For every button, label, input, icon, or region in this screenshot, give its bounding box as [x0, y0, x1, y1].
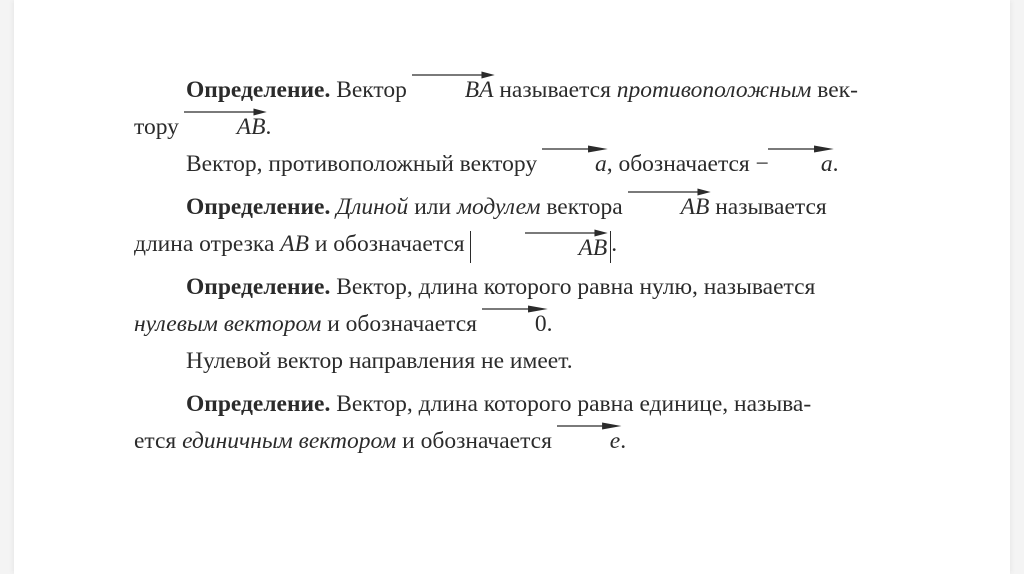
definition-label: Определение.: [186, 77, 331, 103]
zero-vector: 0: [483, 313, 547, 337]
vector-a: a: [769, 153, 833, 177]
arrow-icon: [628, 188, 711, 196]
slide-page: [14, 0, 1010, 574]
vector-ab: AB: [185, 116, 266, 140]
vector-a: a: [543, 153, 607, 177]
definition-label: Определение.: [186, 274, 331, 300]
arrow-icon: [184, 108, 267, 116]
opposite-vector-notation: Вектор, противоположный вектору a , обозначается − a .: [134, 146, 932, 183]
definition-opposite-vector: Определение. Вектор BA называется противоположным век- тору AB .: [134, 72, 932, 146]
unit-vector-e: e: [558, 430, 620, 454]
definition-zero-vector: Определение. Вектор, длина которого равна нулю, называется нулевым вектором и обозначается 0 .: [134, 274, 816, 337]
arrow-icon: [768, 145, 834, 153]
definition-label: Определение.: [186, 391, 331, 417]
definition-vector-length: Определение. Длиной или модулем вектора AB называется длина отрезка AB и обозначается AB .: [134, 189, 932, 263]
definition-unit-vector: Определение. Вектор, длина которого равна единице, называ- ется единичным вектором и обозначается e .: [134, 391, 812, 454]
slide-content: [134, 72, 932, 460]
arrow-icon: [542, 145, 608, 153]
vector-ba: BA: [413, 79, 494, 103]
zero-vector-direction: Нулевой вектор направления не имеет.: [186, 348, 573, 374]
vector-ab: AB: [629, 196, 710, 220]
arrow-icon: [557, 422, 621, 430]
arrow-icon: [412, 71, 495, 79]
arrow-icon: [525, 229, 608, 237]
arrow-icon: [482, 305, 548, 313]
vector-length-notation: AB: [470, 231, 611, 263]
definition-label: Определение.: [186, 194, 331, 220]
